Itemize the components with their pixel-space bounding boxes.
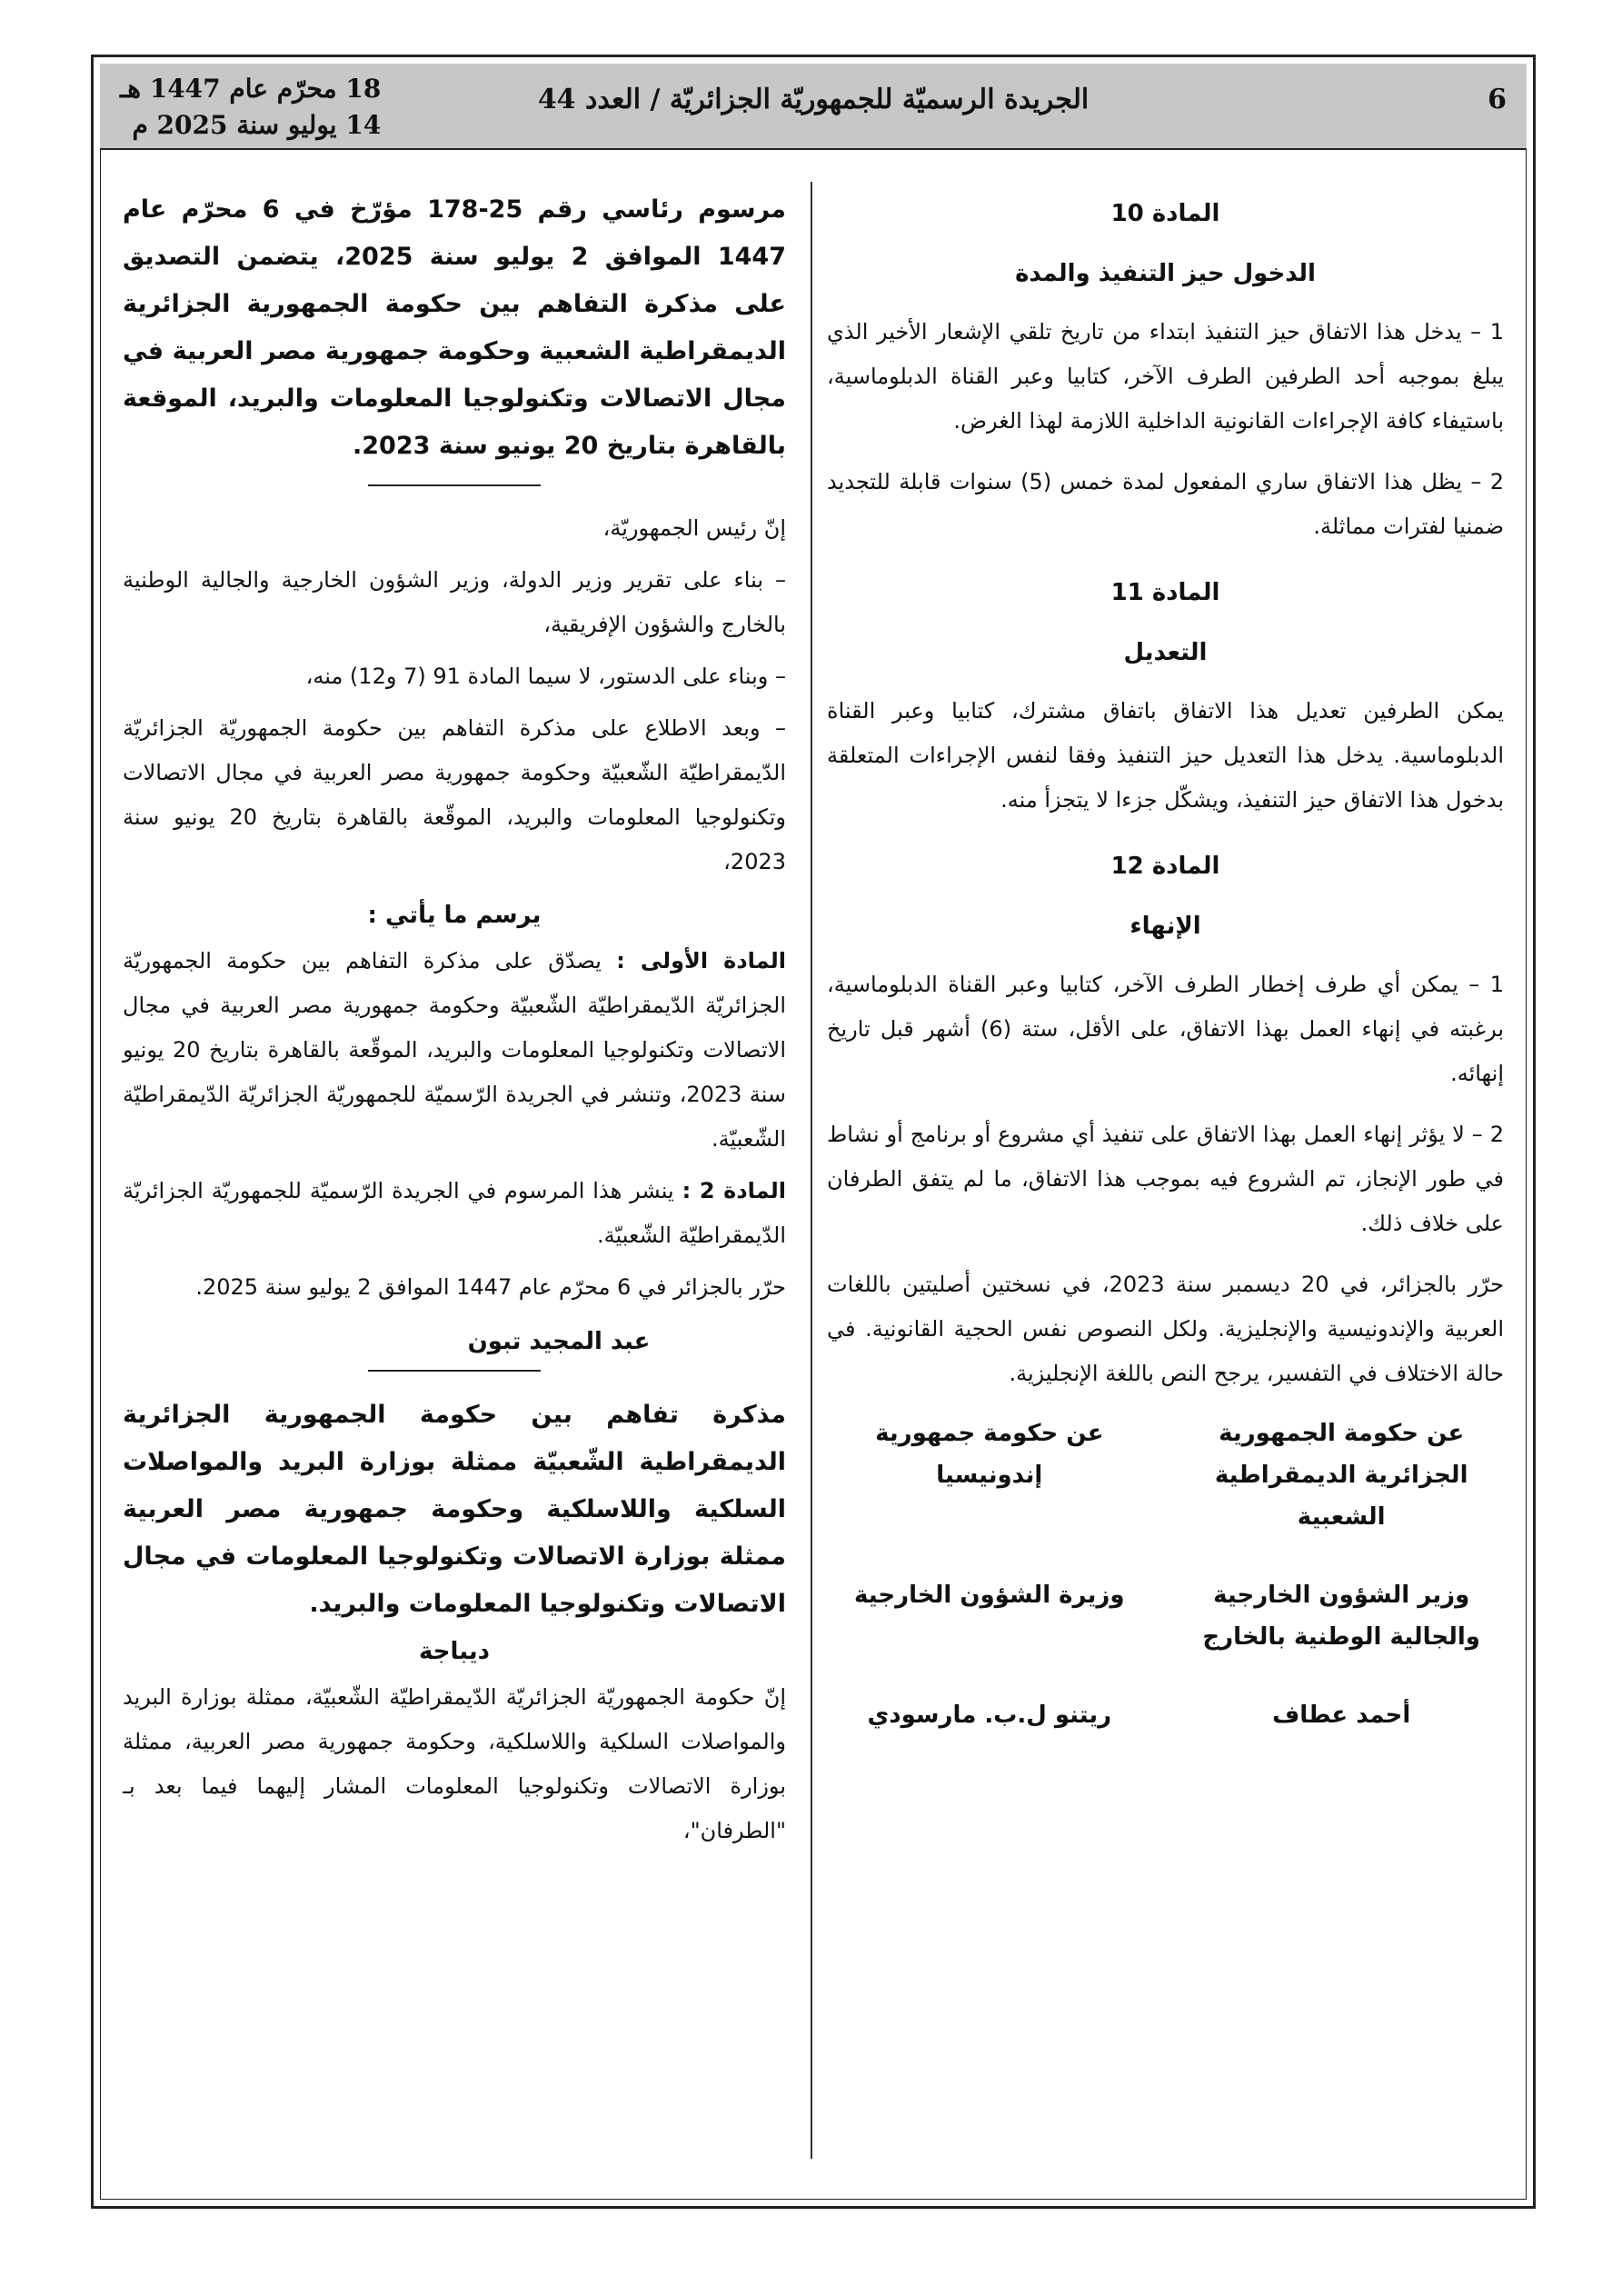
- article-1: [123, 939, 786, 1162]
- signer-name: عبد المجيد تبون: [467, 1328, 651, 1355]
- closing-paragraph: حرّر بالجزائر، في 20 ديسمبر سنة 2023، في نسختين أصليتين باللغات العربية والإندونيسية والإنجليزية. ولكل النصوص نفس الحجية القانونية. في حالة الاختلاف في التفسير، يرجح النص باللغة الإنجليزية.: [827, 1272, 1505, 1386]
- decrees-heading: يرسم ما يأتي :: [367, 902, 542, 929]
- signature-role-indonesia: وزيرة الشؤون الخارجية: [854, 1582, 1125, 1609]
- memo-title: مذكرة تفاهم بين حكومة الجمهورية الجزائرية الديمقراطية الشّعبيّة ممثلة بوزارة البريد والمواصلات السلكية واللاسلكية وحكومة جمهورية مصر العربية ممثلة بوزارة الاتصالات وتكنولوجيا المعلومات في مجال الاتصالات وتكنولوجيا المعلومات والبريد.: [123, 1401, 786, 1618]
- recital-3: – وبعد الاطلاع على مذكرة التفاهم بين حكومة الجمهوريّة الجزائريّة الدّيمقراطيّة الشّعبيّة وحكومة جمهورية مصر العربية في مجال الاتصالات وتكنولوجيا المعلومات والبريد، الموقّعة بالقاهرة بتاريخ 20 يونيو سنة 2023،: [123, 715, 787, 874]
- article-2-text: ينشر هذا المرسوم في الجريدة الرّسميّة للجمهوريّة الجزائريّة الدّيمقراطيّة الشّعبيّة.: [123, 1178, 786, 1248]
- date-gregorian: 14 يوليو سنة 2025 م: [132, 110, 382, 140]
- gazette-title: الجريدة الرسميّة للجمهوريّة الجزائريّة / العدد 44: [537, 84, 1090, 115]
- column-divider: [811, 182, 812, 2159]
- article-12-paragraph-2: 2 – لا يؤثر إنهاء العمل بهذا الاتفاق على تنفيذ أي مشروع أو برنامج أو نشاط في طور الإنجاز، تم الشروع فيه بموجب هذا الاتفاق، ما لم يتفق الطرفان على خلاف ذلك.: [827, 1122, 1504, 1236]
- left-column: [123, 186, 786, 1853]
- issue-dates: [120, 71, 381, 144]
- separator-rule-2: [368, 1370, 541, 1372]
- signature-role-algeria: وزير الشؤون الخارجية والجالية الوطنية بالخارج: [1202, 1582, 1480, 1651]
- article-10-paragraph-2: 2 – يظل هذا الاتفاق ساري المفعول لمدة خمس (5) سنوات قابلة للتجديد ضمنيا لفترات مماثلة.: [827, 469, 1504, 539]
- signature-party-indonesia: عن حكومة جمهورية إندونيسيا: [875, 1420, 1104, 1489]
- article-11-paragraph: يمكن الطرفين تعديل هذا الاتفاق باتفاق مشترك، كتابيا وعبر القناة الدبلوماسية. يدخل هذا التعديل حيز التنفيذ وفقا لنفس الإجراءات المتعلقة بدخول هذا الاتفاق حيز التنفيذ، ويشكّل جزءا لا يتجزأ منه.: [827, 698, 1504, 813]
- article-2-label: المادة 2 :: [682, 1178, 786, 1203]
- article-12-paragraph-1: 1 – يمكن أي طرف إخطار الطرف الآخر، كتابيا وعبر القناة الدبلوماسية، برغبته في إنهاء العمل بهذا الاتفاق، على الأقل، ستة (6) أشهر قبل تاريخ إنهائه.: [827, 972, 1504, 1086]
- signature-block: [827, 1413, 1504, 1736]
- article-11-subtitle: التعديل: [1123, 639, 1208, 666]
- president-line: إنّ رئيس الجمهوريّة،: [602, 515, 786, 541]
- article-1-text: يصدّق على مذكرة التفاهم بين حكومة الجمهوريّة الجزائريّة الدّيمقراطيّة الشّعبيّة وحكومة جمهورية مصر العربية في مجال الاتصالات وتكنولوجيا المعلومات والبريد، الموقّعة بالقاهرة بتاريخ 20 يونيو سنة 2023، وتنشر في الجريدة الرّسميّة للجمهوريّة الجزائريّة الدّيمقراطيّة الشّعبيّة.: [123, 948, 787, 1152]
- recital-1: – بناء على تقرير وزير الدولة، وزير الشؤون الخارجية والجالية الوطنية بالخارج والشؤون الإفريقية،: [123, 567, 786, 637]
- recital-2: – وبناء على الدستور، لا سيما المادة 91 (7 و12) منه،: [305, 664, 786, 689]
- separator-rule: [368, 484, 541, 486]
- done-at-line: حرّر بالجزائر في 6 محرّم عام 1447 الموافق 2 يوليو سنة 2025.: [195, 1274, 786, 1300]
- article-2: [123, 1169, 786, 1258]
- signature-name-indonesia: ريتنو ل.ب. مارسودي: [867, 1702, 1112, 1729]
- signature-name-algeria: أحمد عطاف: [1272, 1702, 1411, 1729]
- preamble-title: ديباجة: [419, 1638, 490, 1665]
- article-12-subtitle: الإنهاء: [1129, 913, 1201, 940]
- article-1-label: المادة الأولى :: [616, 948, 786, 973]
- article-12-title: المادة 12: [1110, 853, 1220, 880]
- page-number: 6: [1488, 84, 1507, 115]
- article-10-subtitle: الدخول حيز التنفيذ والمدة: [1015, 260, 1316, 287]
- preamble-text: إنّ حكومة الجمهوريّة الجزائريّة الدّيمقراطيّة الشّعبيّة، ممثلة بوزارة البريد والمواصلات السلكية واللاسلكية، وحكومة جمهورية مصر العربية، ممثلة بوزارة الاتصالات وتكنولوجيا المعلومات المشار إليهما فيما بعد بـ "الطرفان"،: [123, 1684, 786, 1843]
- article-11-title: المادة 11: [1110, 579, 1220, 606]
- article-10-paragraph-1: 1 – يدخل هذا الاتفاق حيز التنفيذ ابتداء من تاريخ تلقي الإشعار الأخير الذي يبلغ بموجبه أحد الطرفين الطرف الآخر، كتابيا وعبر القناة الدبلوماسية، باستيفاء كافة الإجراءات القانونية الداخلية اللازمة لهذا الغرض.: [827, 319, 1504, 434]
- decree-title: مرسوم رئاسي رقم 25-178 مؤرّخ في 6 محرّم عام 1447 الموافق 2 يوليو سنة 2025، يتضمن التصديق على مذكرة التفاهم بين حكومة الجمهورية الجزائرية الديمقراطية الشعبية وحكومة جمهورية مصر العربية في مجال الاتصالات وتكنولوجيا المعلومات والبريد، الموقعة بالقاهرة بتاريخ 20 يونيو سنة 2023.: [123, 195, 787, 460]
- right-column: [827, 186, 1504, 1736]
- date-hijri: 18 محرّم عام 1447 هـ: [120, 74, 382, 104]
- signature-party-algeria: عن حكومة الجمهورية الجزائرية الديمقراطية الشعبية: [1214, 1420, 1468, 1531]
- article-10-title: المادة 10: [1110, 200, 1220, 227]
- gazette-header: [100, 64, 1527, 150]
